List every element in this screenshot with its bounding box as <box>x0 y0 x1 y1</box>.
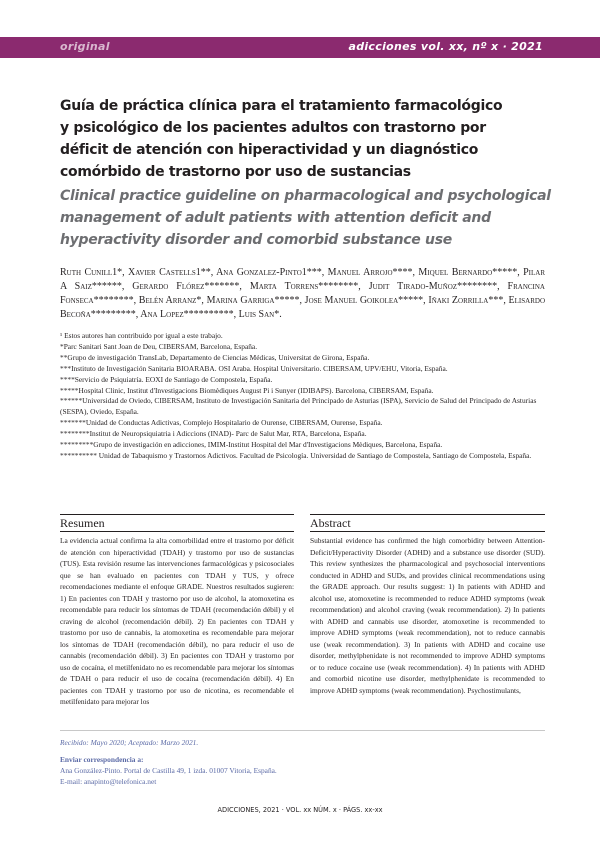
title-spanish-line: y psicológico de los pacientes adultos con trastorno por <box>60 120 486 136</box>
page-footer: ADICCIONES, 2021 · VOL. xx NÚM. x · PÁGS. xx-xx <box>217 806 383 814</box>
correspondence-address: Ana González-Pinto. Portal de Castilla 49, 1 izda. 01007 Vitoria, España. <box>60 766 277 775</box>
affiliation: ********** Unidad de Tabaquismo y Trastornos Adictivos. Facultad de Psicología. Universidad de Santiago de Compostela, Santiago de Compostela, España. <box>60 450 532 460</box>
author-list: Ruth Cunill1*, Xavier Castells1**, Ana Gonzalez-Pinto1***, Manuel Arrojo****, Miquel Bernardo*****, Pilar A Saiz******, Gerardo Flórez*******, Marta Torrens********, Judit Tirado-Muñoz********, Francina Fonseca********, Belén Arranz*, Marina Garriga*****, Jose Manuel Goikolea*****, Iñaki Zorrilla***, Elisardo Becoña*********, Ana Lopez**********, Luis San*. <box>60 267 545 320</box>
affiliation: *******Unidad de Conductas Adictivas, Complejo Hospitalario de Ourense, CIBERSAM, Ourense, España. <box>60 418 383 428</box>
footnote-rule <box>60 730 545 731</box>
title-spanish-line: déficit de atención con hiperactividad y un diagnóstico <box>60 142 479 158</box>
correspondence-heading: Enviar correspondencia a: <box>60 755 144 764</box>
title-spanish-line: Guía de práctica clínica para el tratamiento farmacológico <box>60 98 503 114</box>
journal-issue: adicciones vol. xx, nº x · 2021 <box>348 40 543 53</box>
affiliation: *Parc Sanitari Sant Joan de Deu, CIBERSAM, Barcelona, España. <box>60 341 258 351</box>
affiliation: *********Grupo de investigación en adicciones, IMIM-Institut Hospital del Mar d'Investigacions Mèdiques, Barcelona, España. <box>60 440 443 450</box>
title-english-line: Clinical practice guideline on pharmacological and psychological <box>60 188 551 204</box>
header-band <box>0 37 600 58</box>
resumen-text: La evidencia actual confirma la alta comorbilidad entre el trastorno por déficit de atención con hiperactividad (TDAH) y trastorno por uso de sustancias (TUS). Esta revisión resume las intervenciones farmacológicas y psicosociales que se han evaluado en pacientes con TDAH y TUS, y ofrece recomendaciones mediante el enfoque GRADE. Nuestros resultados sugieren: 1) En pacientes con TDAH y trastorno por uso de alcohol, la atomoxetina es recomendable para reducir los síntomas de TDAH (recomendación débil) y el craving de alcohol (recomendación débil). 2) En pacientes con TDAH y trastorno por uso de cannabis, la atomoxetina es recomendable para mejorar los síntomas de TDAH (recomendación débil), no para reducir el uso de cannabis (recomendación débil). 3) En pacientes con TDAH y trastorno por uso de cocaína, el metilfenidato no es recomendable para mejorar los síntomas de TDAH o para reducir el uso de cocaína (recomendación débil). 4) En pacientes con TDAH y trastorno por uso de nicotina, es recomendable el metilfenidato para mejorar los <box>60 536 294 706</box>
affiliation: ****Servicio de Psiquiatría. EOXI de Santiago de Compostela, España. <box>60 374 273 384</box>
title-spanish-line: comórbido de trastorno por uso de sustancias <box>60 164 411 180</box>
affiliation: ***Instituto de Investigación Sanitaria BIOARABA. OSI Araba. Hospital Universitario. CIBERSAM, UPV/EHU, Vitoria, España. <box>60 363 448 373</box>
affiliation: ¹ Estos autores han contribuido por igual a este trabajo. <box>60 331 223 340</box>
affiliation: *****Hospital Clinic, Institut d'Investigacions Biomèdiques August Pi i Sunyer (IDIBAPS). Barcelona, CIBERSAM, España. <box>60 385 434 395</box>
abstract-bottom-rule <box>310 531 545 532</box>
title-english <box>60 185 551 251</box>
affiliations <box>60 331 545 462</box>
resumen-top-rule <box>60 514 294 515</box>
section-label: original <box>60 40 110 53</box>
title-english-line: management of adult patients with attention deficit and <box>60 210 491 226</box>
abstract-text: Substantial evidence has confirmed the high comorbidity between Attention-Deficit/Hyperactivity Disorder (ADHD) and a substance use disorder (SUD). This review synthesizes the pharmacological and psychosocial interventions conducted in ADHD and SUDs, and provides clinical recommendations using the GRADE approach. Our results suggest: 1) In patients with ADHD and alcohol use, atomoxetine is recommended to reduce ADHD symptoms (weak recommendation) and alcohol craving (weak recommendation). 2) In patients with ADHD and cannabis use disorder, atomoxetine is recommended to improve ADHD symptoms (weak recommendation), not to reduce cannabis use (weak recommendation). 3) In patients with ADHD and cocaine use disorder, methylphenidate is not recommended to improve ADHD symptoms or to reduce cocaine use (weak recommendation). 4) In patients with ADHD and comorbid nicotine use disorder, methylphenidate is recommended to improve ADHD symptoms (weak recommendation). Psychostimulants, <box>310 536 545 695</box>
received-accepted-dates: Recibido: Mayo 2020; Aceptado: Marzo 2021. <box>60 738 199 747</box>
title-spanish <box>60 95 530 183</box>
resumen-bottom-rule <box>60 531 294 532</box>
affiliation: ********Institut de Neuropsiquiatria i Adiccions (INAD)- Parc de Salut Mar, RTA, Barcelona, España. <box>60 429 367 439</box>
correspondence-email[interactable]: E-mail: anapinto@telefonica.net <box>60 777 157 786</box>
abstract-top-rule <box>310 514 545 515</box>
abstract-heading: Abstract <box>310 516 351 530</box>
affiliation: ******Universidad de Oviedo, CIBERSAM, Instituto de Investigación Sanitaria del Principado de Asturias (ISPA), Servicio de Salud del Principado de Asturias (SESPA), Oviedo, España. <box>60 396 537 417</box>
title-english-line: hyperactivity disorder and comorbid substance use <box>60 232 452 248</box>
resumen-heading: Resumen <box>60 516 105 530</box>
affiliation: **Grupo de investigación TransLab, Departamento de Ciencias Médicas, Universitat de Girona, España. <box>60 352 370 362</box>
